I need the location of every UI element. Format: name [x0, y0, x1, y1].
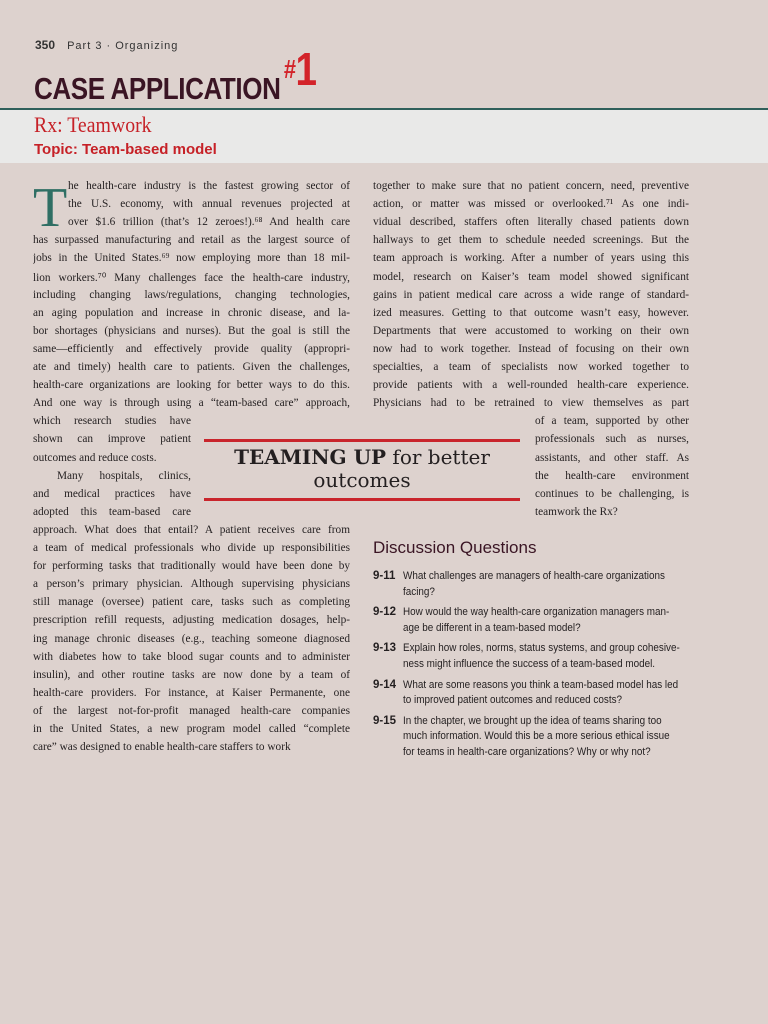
text-line: health-care providers. For instance, at Kaiser Permanente, one — [33, 686, 350, 699]
question-line: to improved patient outcomes and reduced costs? — [403, 694, 623, 707]
text-line: professionals such as nurses, — [535, 433, 689, 446]
text-line: Many hospitals, clinics, — [57, 469, 191, 482]
text-line: approach. What does that entail? A patient receives care from — [33, 523, 350, 536]
text-line: including changing laws/regulations, changing technologies, — [33, 288, 350, 301]
text-line: the health-care environment — [535, 469, 689, 482]
question-number: 9-14 — [373, 678, 397, 691]
question-text — [403, 569, 720, 600]
case-hash: # — [283, 54, 296, 84]
question-text — [403, 678, 720, 709]
text-line: ing manage chronic diseases (e.g., teaching someone diagnosed — [33, 632, 350, 645]
text-line: and medical practices have — [33, 487, 191, 500]
text-line: outcomes and reduce costs. — [33, 451, 157, 464]
pullquote-bottom-rule — [204, 498, 520, 501]
text-line: still manage (oversee) patient care, tasks such as completing — [33, 596, 350, 609]
question-line: for teams in health-care organizations? Why or why not? — [403, 745, 651, 758]
text-line: assistants, and other staff. As — [535, 451, 689, 464]
discussion-question — [373, 605, 733, 636]
question-number: 9-13 — [373, 642, 397, 655]
text-line: a team of medical professionals who divide up responsibilities — [33, 542, 350, 554]
text-line: jobs in the United States.⁶⁹ now employing more than 18 mil- — [33, 252, 350, 265]
question-line: How would the way health-care organization managers man- — [403, 606, 670, 619]
discussion-question — [373, 569, 733, 600]
case-number: 1 — [295, 43, 317, 95]
text-line: prescription refill requests, adjusting medication dosages, help- — [33, 614, 350, 627]
pullquote-line2: outcomes — [313, 468, 411, 492]
text-line: of the largest not-for-profit managed health-care companies — [33, 704, 350, 717]
text-line: And one way is through using a “team-based care” approach, — [33, 397, 350, 410]
case-topic: Topic: Team-based model — [34, 141, 217, 158]
question-line: age be different in a team-based model? — [403, 621, 581, 634]
text-line: adopted this team-based care — [33, 505, 191, 518]
text-line: a person’s primary physician. Although supervising physicians — [33, 578, 350, 591]
case-subtitle: Rx: Teamwork — [34, 112, 152, 137]
text-line: the U.S. economy, with annual revenues projected at — [68, 198, 350, 211]
pullquote-bold: TEAMING UP — [234, 445, 387, 469]
text-line: action, or matter was missed or overlooked.⁷¹ As one indi- — [373, 198, 689, 211]
question-line: ness might influence the success of a team-based model. — [403, 657, 656, 670]
question-number: 9-12 — [373, 606, 397, 619]
text-line: he health-care industry is the fastest growing sector of — [68, 180, 350, 192]
text-line: vidual described, staffers often literally chased patients down — [373, 216, 689, 229]
text-line: same—efficiently and effectively provide quality (appropri- — [33, 342, 350, 355]
text-line: care” was designed to enable health-care staffers to work — [33, 741, 291, 754]
text-line: provide patients with a well-rounded health-care experience. — [373, 379, 689, 392]
discussion-title: Discussion Questions — [373, 538, 537, 557]
text-line: with diabetes how to take blood sugar counts and to administer — [33, 650, 350, 663]
question-text — [403, 714, 720, 761]
text-line: ized measures. Getting to that outcome wasn’t easy, however. — [373, 306, 689, 319]
pullquote-top-rule — [204, 439, 520, 442]
text-line: team approach is working. After a number of years using this — [373, 252, 689, 265]
running-header — [35, 38, 178, 52]
discussion-question — [373, 714, 733, 761]
text-line: now had to work together. Instead of focusing on their own — [373, 342, 689, 355]
drop-cap: T — [33, 177, 68, 239]
question-line: facing? — [403, 585, 435, 598]
question-line: much information. Would this be a more serious ethical issue — [403, 730, 670, 743]
text-line: an aging population and increase in chronic disease, and la- — [33, 306, 350, 319]
question-line: In the chapter, we brought up the idea of teams sharing too — [403, 714, 662, 727]
text-line: for performing tasks that traditionally would have been done by — [33, 560, 350, 573]
text-line: health-care organizations are looking for better ways to do this. — [33, 379, 350, 392]
text-line: in the United States, a new program model called “complete — [33, 723, 350, 735]
pullquote — [205, 446, 519, 492]
discussion-question — [373, 641, 733, 672]
text-line: of a team, supported by other — [535, 415, 689, 428]
text-line: gains in patient medical care across a wide range of standard- — [373, 288, 689, 301]
text-line: insulin), and other routine tasks are now done by a team of — [33, 668, 350, 681]
text-line: specialties, a team of specialists now worked together to — [373, 361, 689, 373]
question-line: What challenges are managers of health-care organizations — [403, 570, 665, 582]
running-head-text: Part 3 · Organizing — [67, 40, 179, 52]
text-line: Departments that were accustomed to working on their own — [373, 324, 689, 337]
page-number: 350 — [35, 38, 56, 52]
text-line: lion workers.⁷⁰ Many challenges face the health-care industry, — [33, 271, 350, 284]
text-line: teamwork the Rx? — [535, 505, 618, 518]
question-text — [403, 605, 720, 636]
text-line: Physicians had to be retrained to view themselves as part — [373, 397, 689, 410]
question-text — [403, 641, 720, 672]
text-line: ate and timely) health care to patients. Given the challenges, — [33, 361, 350, 373]
text-line: over $1.6 trillion (that’s 12 zeroes!).⁶⁸ And health care — [68, 216, 350, 229]
text-line: has surpassed manufacturing and retail as the largest source of — [33, 234, 350, 247]
pullquote-rest: for better — [386, 445, 490, 469]
text-line: hallways to get them to schedule needed screenings. But the — [373, 234, 689, 247]
question-line: Explain how roles, norms, status systems, and group cohesive- — [403, 642, 680, 655]
discussion-question — [373, 678, 733, 709]
text-line: model, research on Kaiser’s team model showed significant — [373, 270, 689, 283]
text-line: continues to be challenging, is — [535, 487, 689, 500]
text-line: shown can improve patient — [33, 433, 191, 446]
question-line: What are some reasons you think a team-based model has led — [403, 678, 679, 691]
case-title-text: CASE APPLICATION — [34, 71, 281, 106]
text-line: which research studies have — [33, 415, 191, 428]
question-number: 9-11 — [373, 570, 396, 582]
question-number: 9-15 — [373, 714, 397, 727]
text-line: together to make sure that no patient concern, need, preventive — [373, 180, 689, 192]
text-line: bor shortages (physicians and nurses). But the goal is still the — [33, 324, 350, 337]
